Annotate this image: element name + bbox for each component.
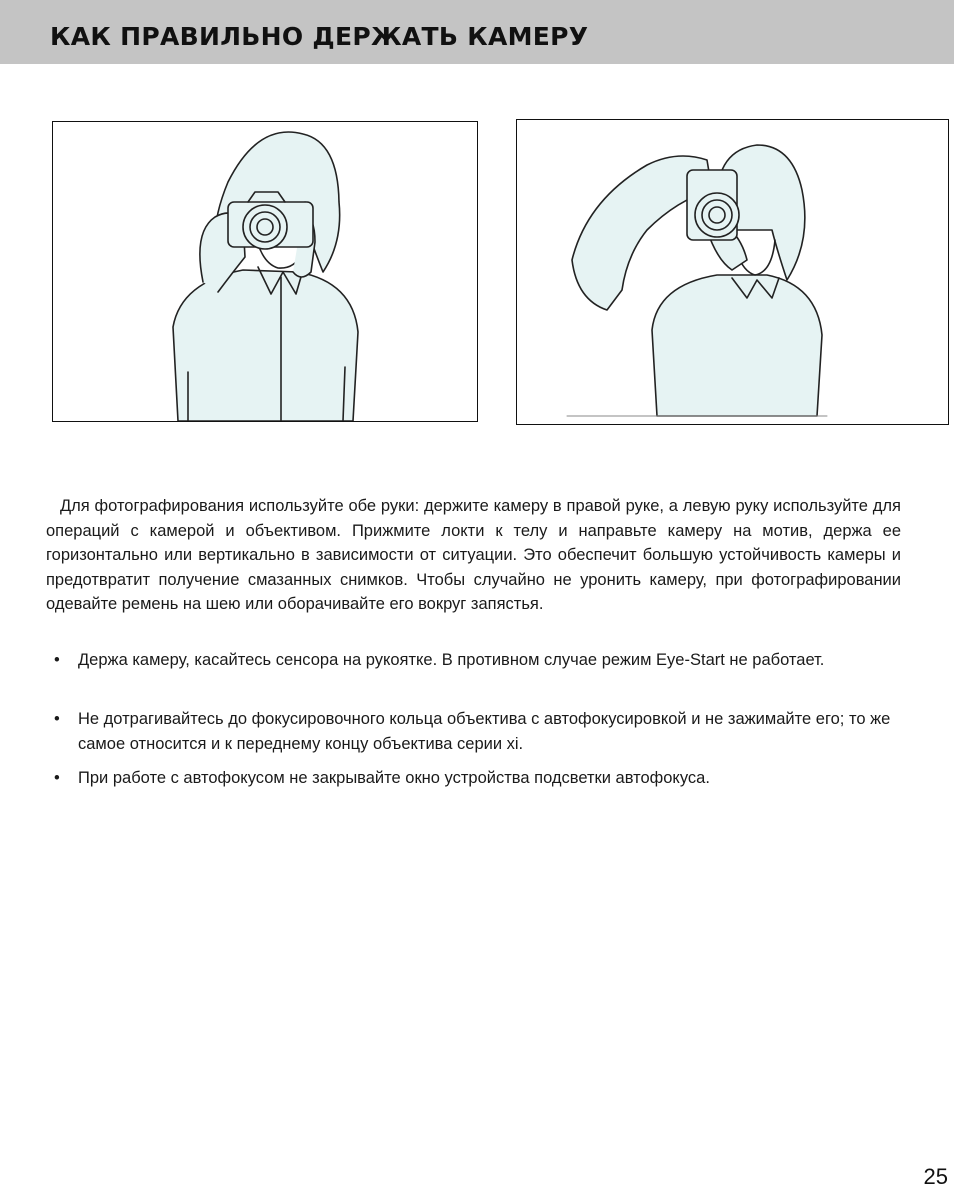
bullet-item-eye-start (46, 648, 908, 673)
illustration-horizontal-hold (53, 122, 477, 421)
page-title: КАК ПРАВИЛЬНО ДЕРЖАТЬ КАМЕРУ (50, 22, 589, 51)
bullet-item-focus-ring (46, 707, 908, 756)
bullet-list-1 (46, 648, 908, 673)
instruction-paragraph: Для фотографирования используйте обе руки: держите камеру в правой руке, а левую руку используйте для операций с камерой и объективом. Прижмите локти к телу и направьте камеру на мотив, держа ее горизонтально или вертикально в зависимости от ситуации. Это обеспечит большую устойчивость камеры и предотвратит получение смазанных снимков. Чтобы случайно не уронить камеру, при фотографировании одевайте ремень на шею или оборачивайте его вокруг запястья. (46, 497, 901, 613)
bullet-list-2 (46, 707, 908, 756)
figure-horizontal-hold (52, 121, 478, 422)
bullet-mark: • (54, 769, 60, 787)
illustration-vertical-hold (517, 120, 948, 424)
shirt (173, 270, 358, 421)
bullet-list-3 (46, 766, 908, 791)
bullet-mark: • (54, 710, 60, 728)
bullet-text: Держа камеру, касайтесь сенсора на рукоятке. В противном случае режим Eye-Start не работает. (78, 651, 825, 669)
figure-vertical-hold (516, 119, 949, 425)
bullet-mark: • (54, 651, 60, 669)
header-band (0, 0, 954, 64)
bullet-item-af-illuminator (46, 766, 908, 791)
bullet-text: Не дотрагивайтесь до фокусировочного кольца объектива с автофокусировкой и не зажимайте его; то же самое относится и к переднему концу объектива серии xi. (78, 710, 891, 753)
bullet-text: При работе с автофокусом не закрывайте окно устройства подсветки автофокуса. (78, 769, 710, 787)
page-number: 25 (923, 1164, 948, 1189)
shirt (652, 275, 822, 416)
